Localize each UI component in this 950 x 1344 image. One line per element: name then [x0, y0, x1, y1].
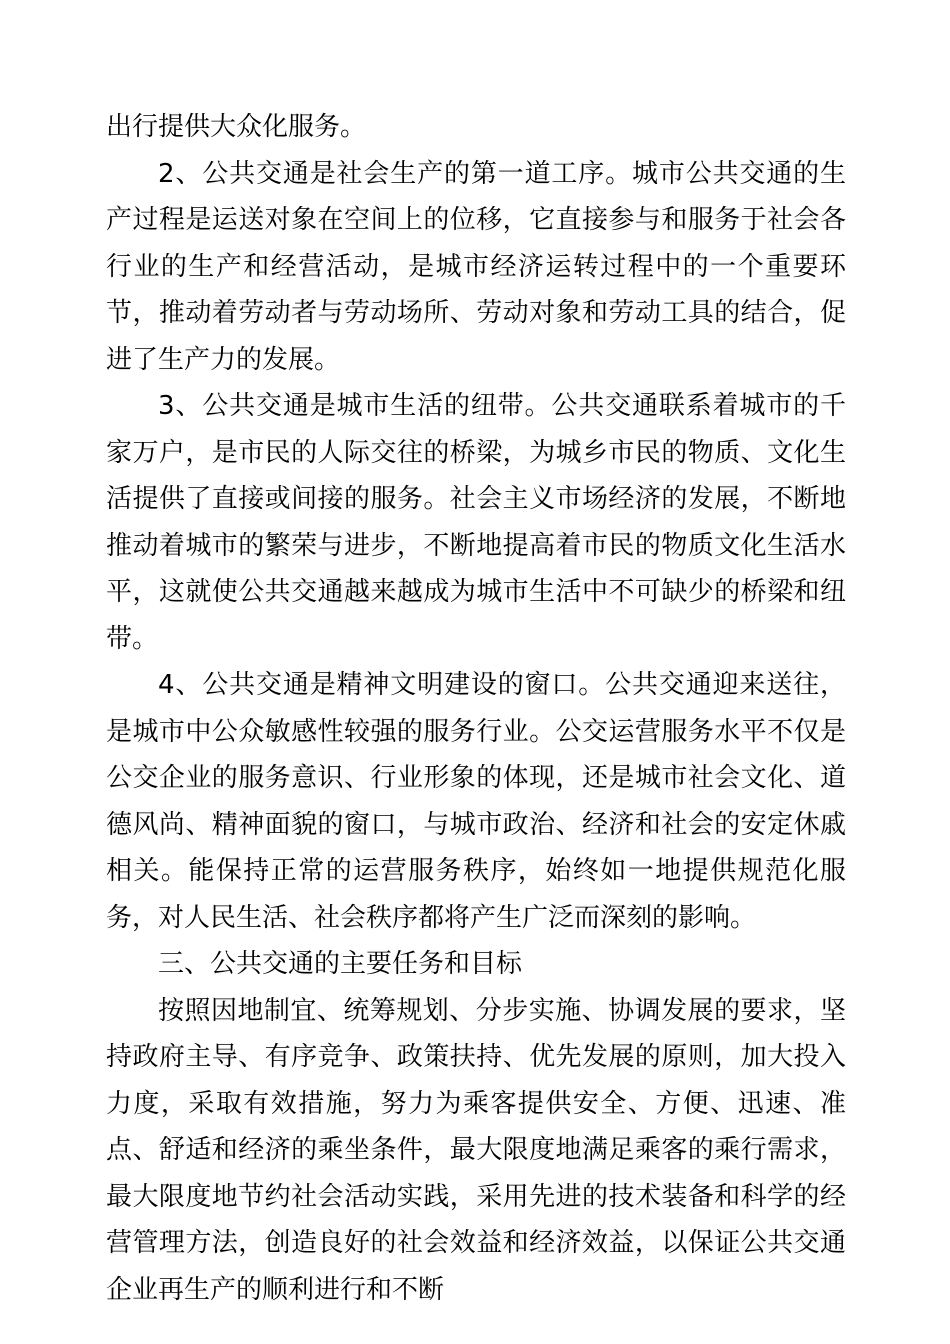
- paragraph-section-3-body: 按照因地制宜、统筹规划、分步实施、协调发展的要求，坚持政府主导、有序竞争、政策扶持、优先发展的原则，加大投入力度，采取有效措施，努力为乘客提供安全、方便、迅速、准点、舒适和经济的乘坐条件，最大限度地满足乘客的乘行需求，最大限度地节约社会活动实践，采用先进的技术装备和科学的经营管理方法，创造良好的社会效益和经济效益，以保证公共交通企业再生产的顺利进行和不断: [106, 995, 846, 1305]
- paragraph-item-3: 3、公共交通是城市生活的纽带。公共交通联系着城市的千家万户，是市民的人际交往的桥梁，为城乡市民的物质、文化生活提供了直接或间接的服务。社会主义市场经济的发展，不断地推动着城市的繁荣与进步，不断地提高着市民的物质文化生活水平，这就使公共交通越来越成为城市生活中不可缺少的桥梁和纽带。: [106, 391, 846, 654]
- section-heading: 三、公共交通的主要任务和目标: [158, 949, 523, 979]
- paragraph-continuation: 出行提供大众化服务。: [106, 112, 367, 142]
- paragraph-item-2: 2、公共交通是社会生产的第一道工序。城市公共交通的生产过程是运送对象在空间上的位移，它直接参与和服务于社会各行业的生产和经营活动，是城市经济运转过程中的一个重要环节，推动着劳动者与劳动场所、劳动对象和劳动工具的结合，促进了生产力的发展。: [106, 158, 846, 375]
- document-body: [106, 104, 846, 1313]
- paragraph-item-4: 4、公共交通是精神文明建设的窗口。公共交通迎来送往，是城市中公众敏感性较强的服务行业。公交运营服务水平不仅是公交企业的服务意识、行业形象的体现，还是城市社会文化、道德风尚、精神面貌的窗口，与城市政治、经济和社会的安定休戚相关。能保持正常的运营服务秩序，始终如一地提供规范化服务，对人民生活、社会秩序都将产生广泛而深刻的影响。: [106, 670, 846, 933]
